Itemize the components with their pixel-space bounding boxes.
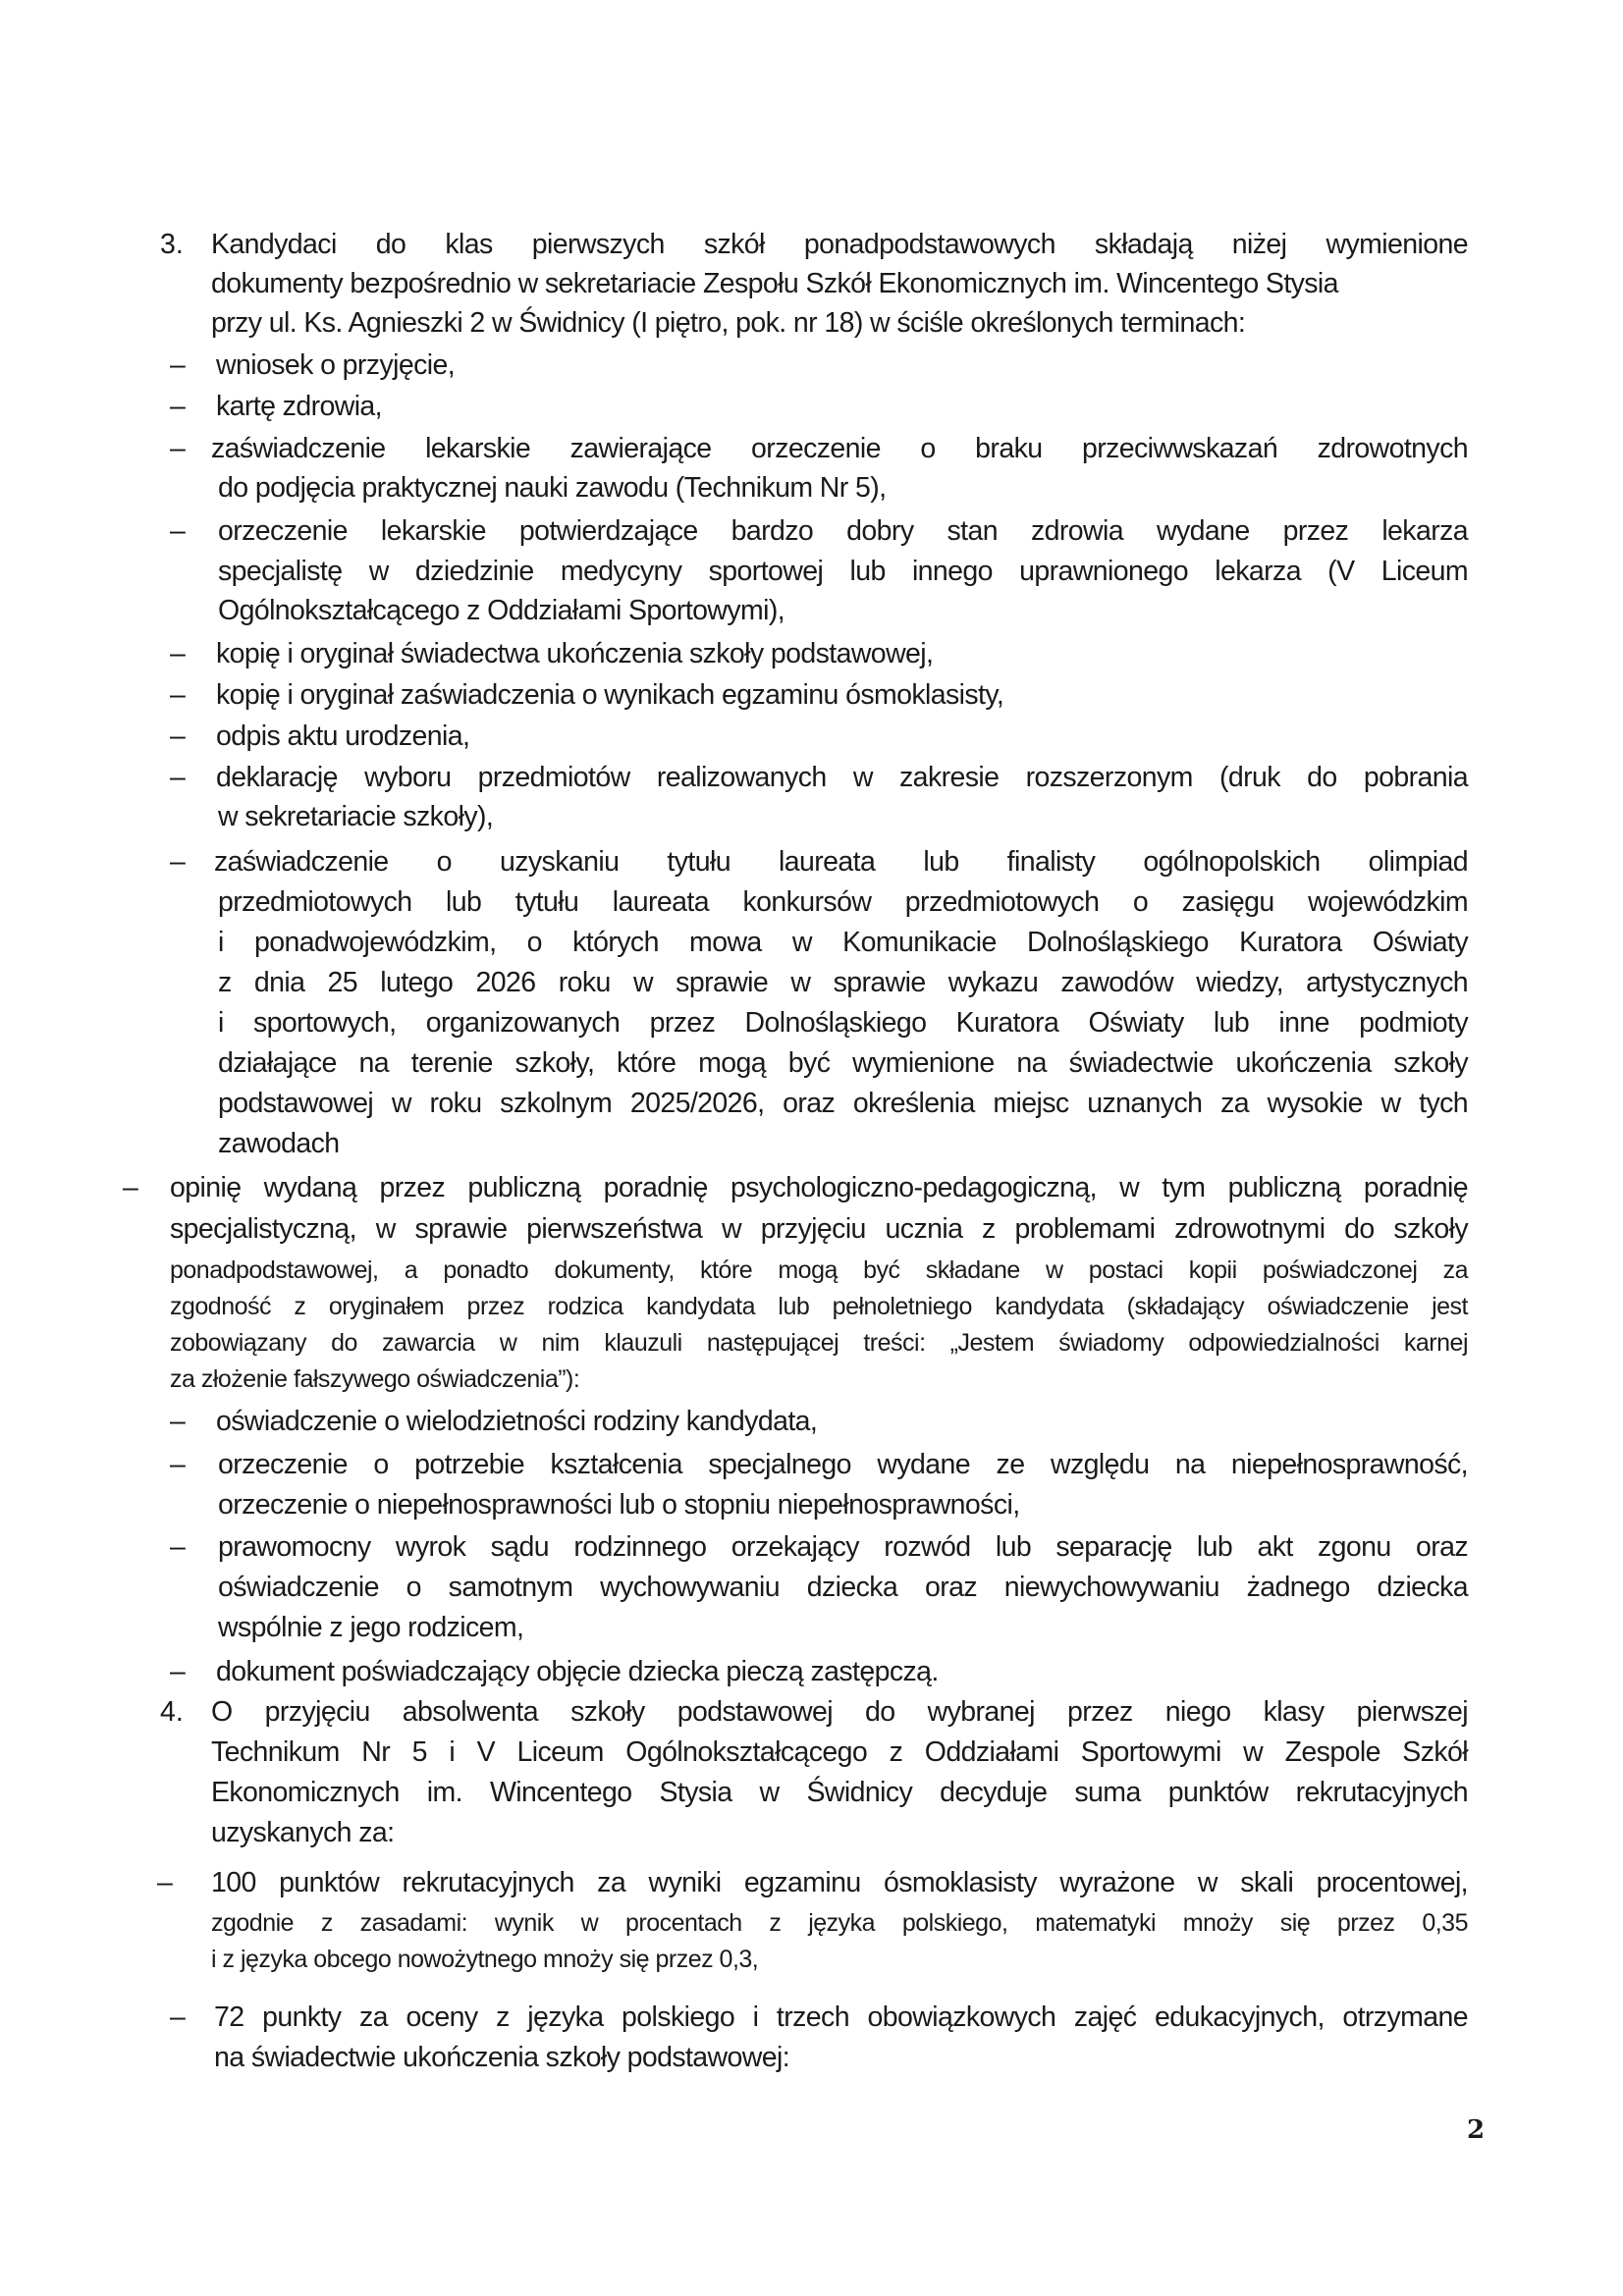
bullet-dash: – bbox=[170, 349, 186, 381]
bullet-dash: – bbox=[170, 638, 186, 669]
list-item: 72 punkty za oceny z języka polskiego i trzech obowiązkowych zajęć edukacyjnych, otrzymane bbox=[214, 2002, 1468, 2033]
bullet-dash: – bbox=[157, 1867, 173, 1898]
list-item: kartę zdrowia, bbox=[216, 391, 383, 422]
list-item: 100 punktów rekrutacyjnych za wyniki egzaminu ósmoklasisty wyrażone w skali procentowej, bbox=[211, 1867, 1468, 1898]
list-item-continued: przedmiotowych lub tytułu laureata konkursów przedmiotowych o zasięgu wojewódzkim bbox=[218, 886, 1468, 918]
list-item-continued: oświadczenie o samotnym wychowywaniu dziecka oraz niewychowywaniu żadnego dziecka bbox=[218, 1572, 1468, 1603]
list-item: oświadczenie o wielodzietności rodziny kandydata, bbox=[216, 1406, 818, 1437]
list-item-continued: wspólnie z jego rodzicem, bbox=[218, 1612, 524, 1643]
list-item-continued: i ponadwojewódzkim, o których mowa w Komunikacie Dolnośląskiego Kuratora Oświaty bbox=[218, 927, 1468, 958]
bullet-dash: – bbox=[170, 1531, 186, 1563]
list-item-continued: zgodność z oryginałem przez rodzica kandydata lub pełnoletniego kandydata (składający oświadczenie jest bbox=[170, 1293, 1468, 1320]
bullet-dash: – bbox=[170, 1406, 186, 1437]
paragraph-line: dokumenty bezpośrednio w sekretariacie Zespołu Szkół Ekonomicznych im. Wincentego Stysia bbox=[211, 268, 1338, 299]
list-item: dokument poświadczający objęcie dziecka pieczą zastępczą. bbox=[216, 1656, 939, 1687]
list-item-continued: specjalistyczną, w sprawie pierwszeństwa w przyjęciu ucznia z problemami zdrowotnymi do szkoły bbox=[170, 1213, 1468, 1245]
bullet-dash: – bbox=[170, 762, 186, 793]
list-item-continued: zgodnie z zasadami: wynik w procentach z języka polskiego, matematyki mnoży się przez 0,35 bbox=[211, 1909, 1468, 1937]
list-item-continued: i z języka obcego nowożytnego mnoży się przez 0,3, bbox=[211, 1946, 759, 1973]
list-item: prawomocny wyrok sądu rodzinnego orzekający rozwód lub separację lub akt zgonu oraz bbox=[218, 1531, 1468, 1563]
list-item-continued: z dnia 25 lutego 2026 roku w sprawie w sprawie wykazu zawodów wiedzy, artystycznych bbox=[218, 967, 1468, 998]
list-item: kopię i oryginał świadectwa ukończenia szkoły podstawowej, bbox=[216, 638, 934, 669]
list-item: zaświadczenie o uzyskaniu tytułu laureata lub finalisty ogólnopolskich olimpiad bbox=[214, 846, 1468, 878]
paragraph-line: Ekonomicznych im. Wincentego Stysia w Świdnicy decyduje suma punktów rekrutacyjnych bbox=[211, 1777, 1468, 1808]
list-item: zaświadczenie lekarskie zawierające orzeczenie o braku przeciwwskazań zdrowotnych bbox=[211, 433, 1468, 464]
list-item-continued: do podjęcia praktycznej nauki zawodu (Technikum Nr 5), bbox=[218, 472, 887, 504]
list-item: kopię i oryginał zaświadczenia o wynikach egzaminu ósmoklasisty, bbox=[216, 679, 1004, 711]
bullet-dash: – bbox=[170, 1656, 186, 1687]
list-item: odpis aktu urodzenia, bbox=[216, 721, 470, 752]
bullet-dash: – bbox=[170, 679, 186, 711]
list-item: wniosek o przyjęcie, bbox=[216, 349, 456, 381]
page-number: 2 bbox=[1467, 2115, 1486, 2145]
list-item-continued: specjalistę w dziedzinie medycyny sportowej lub innego uprawnionego lekarza (V Liceum bbox=[218, 556, 1468, 587]
list-item: deklarację wyboru przedmiotów realizowanych w zakresie rozszerzonym (druk do pobrania bbox=[216, 762, 1468, 793]
bullet-dash: – bbox=[170, 721, 186, 752]
bullet-dash: – bbox=[170, 2002, 186, 2033]
paragraph-line: przy ul. Ks. Agnieszki 2 w Świdnicy (I piętro, pok. nr 18) w ściśle określonych terminach: bbox=[211, 307, 1246, 339]
list-item-continued: w sekretariacie szkoły), bbox=[218, 801, 494, 832]
bullet-dash: – bbox=[170, 391, 186, 422]
list-item-continued: zobowiązany do zawarcia w nim klauzuli następującej treści: „Jestem świadomy odpowiedzialności karnej bbox=[170, 1329, 1468, 1357]
list-item-continued: zawodach bbox=[218, 1128, 340, 1159]
list-number: 4. bbox=[160, 1696, 184, 1728]
list-item-continued: ponadpodstawowej, a ponadto dokumenty, które mogą być składane w postaci kopii poświadczonej za bbox=[170, 1256, 1468, 1284]
list-number: 3. bbox=[160, 229, 184, 260]
list-item: orzeczenie lekarskie potwierdzające bardzo dobry stan zdrowia wydane przez lekarza bbox=[218, 515, 1468, 547]
paragraph-line: O przyjęciu absolwenta szkoły podstawowej do wybranej przez niego klasy pierwszej bbox=[211, 1696, 1468, 1728]
list-item-continued: na świadectwie ukończenia szkoły podstawowej: bbox=[214, 2042, 790, 2073]
bullet-dash: – bbox=[170, 1449, 186, 1480]
list-item-continued: podstawowej w roku szkolnym 2025/2026, oraz określenia miejsc uznanych za wysokie w tych bbox=[218, 1088, 1468, 1119]
paragraph-line: Technikum Nr 5 i V Liceum Ogólnokształcącego z Oddziałami Sportowymi w Zespole Szkół bbox=[211, 1736, 1468, 1768]
bullet-dash: – bbox=[170, 433, 186, 464]
list-item-continued: i sportowych, organizowanych przez Dolnośląskiego Kuratora Oświaty lub inne podmioty bbox=[218, 1007, 1468, 1039]
bullet-dash: – bbox=[170, 515, 186, 547]
list-item: opinię wydaną przez publiczną poradnię psychologiczno-pedagogiczną, w tym publiczną poradnię bbox=[170, 1172, 1468, 1203]
bullet-dash: – bbox=[123, 1172, 138, 1203]
bullet-dash: – bbox=[170, 846, 186, 878]
paragraph-line: Kandydaci do klas pierwszych szkół ponadpodstawowych składają niżej wymienione bbox=[211, 229, 1468, 260]
list-item-continued: Ogólnokształcącego z Oddziałami Sportowymi), bbox=[218, 595, 785, 626]
paragraph-line: uzyskanych za: bbox=[211, 1817, 395, 1848]
list-item-continued: orzeczenie o niepełnosprawności lub o stopniu niepełnosprawności, bbox=[218, 1489, 1020, 1521]
list-item-continued: działające na terenie szkoły, które mogą być wymienione na świadectwie ukończenia szkoły bbox=[218, 1047, 1468, 1079]
list-item-continued: za złożenie fałszywego oświadczenia”): bbox=[170, 1365, 580, 1393]
list-item: orzeczenie o potrzebie kształcenia specjalnego wydane ze względu na niepełnosprawność, bbox=[218, 1449, 1468, 1480]
